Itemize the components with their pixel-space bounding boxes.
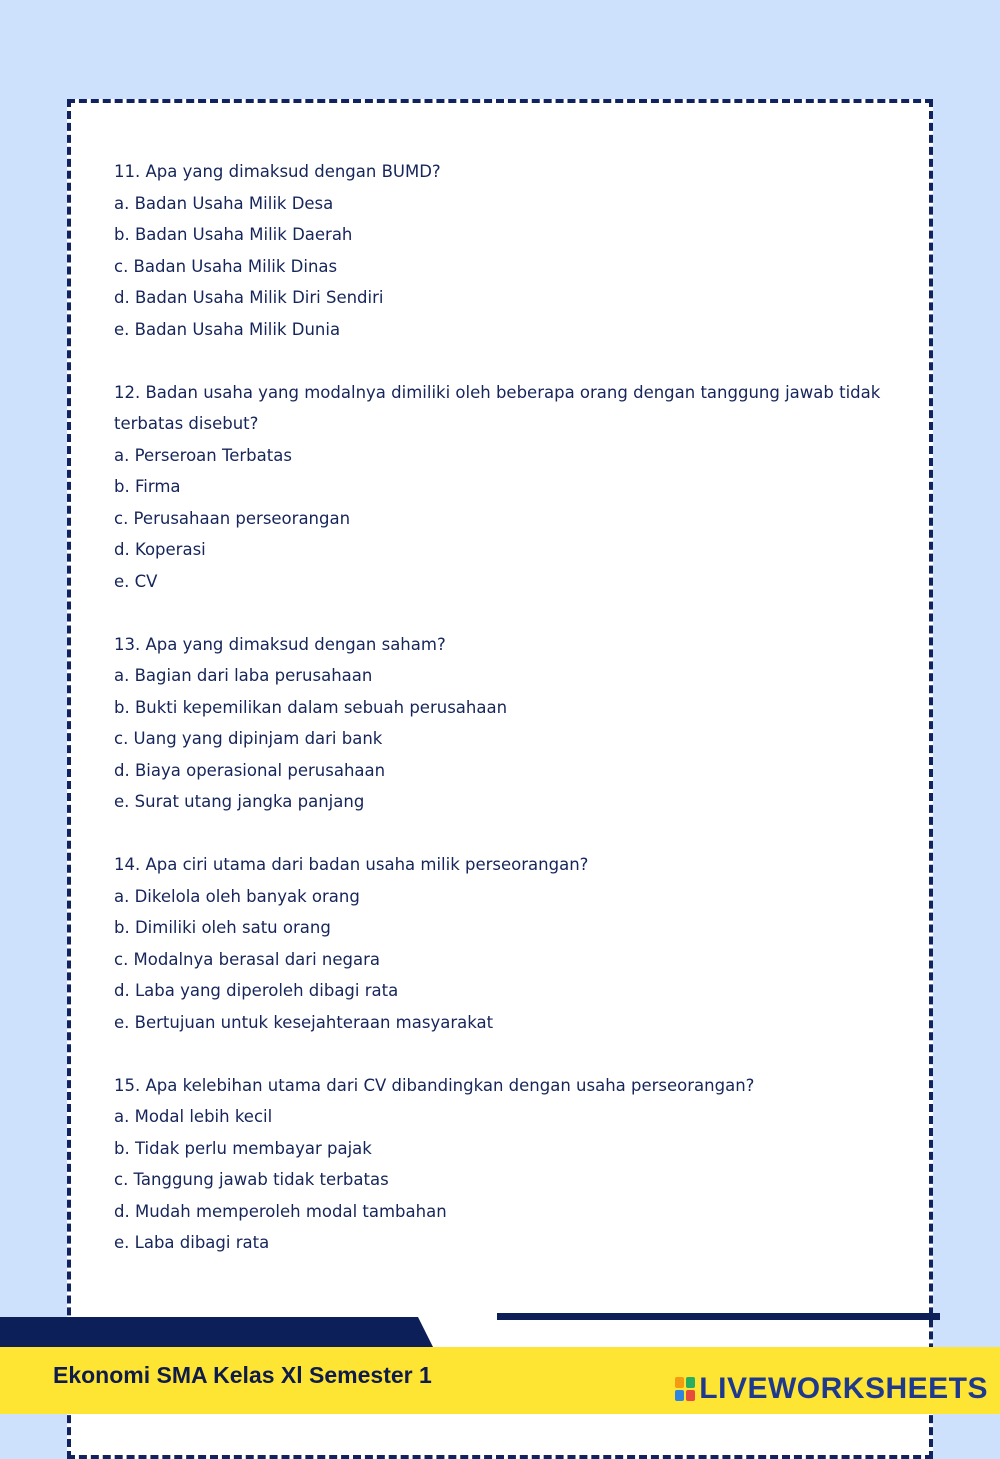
question-15 bbox=[114, 1070, 894, 1259]
answer-option-d[interactable]: d. Biaya operasional perusahaan bbox=[114, 760, 386, 780]
answer-option-b[interactable]: b. Badan Usaha Milik Daerah bbox=[114, 225, 353, 244]
answer-option-a[interactable]: a. Modal lebih kecil bbox=[114, 1107, 273, 1126]
answer-option-e[interactable]: e. Badan Usaha Milik Dunia bbox=[114, 319, 341, 339]
question-11 bbox=[114, 156, 894, 345]
answer-option-b[interactable]: b. Firma bbox=[114, 477, 181, 496]
answer-option-c[interactable]: c. Badan Usaha Milik Dinas bbox=[114, 256, 338, 276]
question-text: 15. Apa kelebihan utama dari CV dibandingkan dengan usaha perseorangan? bbox=[114, 1075, 755, 1095]
footer-navy-band bbox=[0, 1317, 435, 1351]
footer-navy-rule bbox=[497, 1313, 940, 1320]
answer-option-d[interactable]: d. Koperasi bbox=[114, 540, 206, 559]
answer-option-a[interactable]: a. Perseroan Terbatas bbox=[114, 445, 292, 465]
question-text: 14. Apa ciri utama dari badan usaha milik perseorangan? bbox=[114, 855, 589, 874]
answer-option-c[interactable]: c. Uang yang dipinjam dari bank bbox=[114, 729, 383, 748]
answer-option-e[interactable]: e. Bertujuan untuk kesejahteraan masyarakat bbox=[114, 1012, 494, 1032]
answer-option-d[interactable]: d. Laba yang diperoleh dibagi rata bbox=[114, 981, 399, 1000]
answer-option-b[interactable]: b. Bukti kepemilikan dalam sebuah perusahaan bbox=[114, 697, 508, 717]
answer-option-a[interactable]: a. Badan Usaha Milik Desa bbox=[114, 193, 334, 213]
question-14 bbox=[114, 849, 894, 1038]
question-text: 13. Apa yang dimaksud dengan saham? bbox=[114, 634, 446, 654]
footer-title: Ekonomi SMA Kelas Xl Semester 1 bbox=[53, 1362, 432, 1388]
question-12 bbox=[114, 377, 894, 598]
answer-option-e[interactable]: e. Surat utang jangka panjang bbox=[114, 792, 365, 811]
answer-option-b[interactable]: b. Tidak perlu membayar pajak bbox=[114, 1138, 372, 1158]
question-text-line-1: 12. Badan usaha yang modalnya dimiliki oleh beberapa orang dengan tanggung jawab tidak bbox=[114, 382, 881, 402]
question-list bbox=[114, 156, 894, 1290]
brand-name: LIVEWORKSHEETS bbox=[699, 1372, 988, 1405]
answer-option-a[interactable]: a. Dikelola oleh banyak orang bbox=[114, 886, 360, 906]
answer-option-b[interactable]: b. Dimiliki oleh satu orang bbox=[114, 918, 331, 937]
answer-option-d[interactable]: d. Mudah memperoleh modal tambahan bbox=[114, 1201, 447, 1221]
question-text-line-2: terbatas disebut? bbox=[114, 414, 259, 433]
question-text: 11. Apa yang dimaksud dengan BUMD? bbox=[114, 162, 441, 181]
answer-option-e[interactable]: e. CV bbox=[114, 571, 158, 591]
answer-option-c[interactable]: c. Perusahaan perseorangan bbox=[114, 508, 351, 528]
answer-option-c[interactable]: c. Modalnya berasal dari negara bbox=[114, 949, 380, 969]
answer-option-c[interactable]: c. Tanggung jawab tidak terbatas bbox=[114, 1170, 389, 1189]
answer-option-d[interactable]: d. Badan Usaha Milik Diri Sendiri bbox=[114, 288, 384, 307]
answer-option-a[interactable]: a. Bagian dari laba perusahaan bbox=[114, 666, 373, 685]
question-13 bbox=[114, 629, 894, 818]
liveworksheets-logo-icon bbox=[675, 1377, 695, 1401]
liveworksheets-brand[interactable] bbox=[675, 1373, 988, 1405]
answer-option-e[interactable]: e. Laba dibagi rata bbox=[114, 1233, 270, 1252]
